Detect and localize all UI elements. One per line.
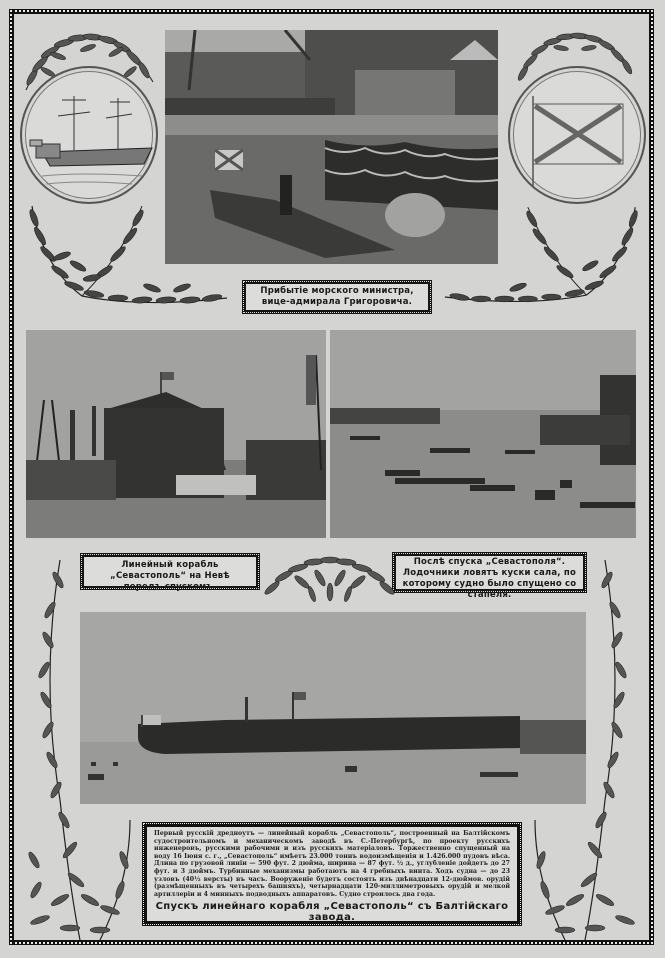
medallion-right [508,66,646,204]
photo-battleship-afloat [80,612,586,804]
caption-boatmen-after-launch: Послѣ спуска „Севастополя“. Лодочники ловятъ куски сала, по которому судно было спущено со стапеля. [392,552,587,593]
battleship-on-neva-photo-icon [26,330,326,538]
medallion-left [20,66,158,204]
battleship-hull-photo-icon [80,612,586,804]
laurel-bottom-right-icon [525,560,645,945]
article-box [142,822,522,926]
photo-minister-arrival [165,30,498,264]
laurel-center-icon [262,548,397,608]
sailing-ship-icon [22,68,156,202]
launch-ceremony-photo-icon [165,30,498,264]
photo-sevastopol-on-neva [26,330,326,538]
caption-minister-arrival: Прибытіе морского министра, вице-адмирала Григоровича. [242,280,432,314]
article-body: Первый русскій дредноутъ — линейный корабль „Севастополь“, построенный на Балтійскомъ судостроительномъ и механическомъ заводѣ въ С.-Петербургѣ, по проекту русскихъ инженеровъ, русскими рабочими и изъ русскихъ матеріаловъ. Торжественно спущенный на воду 16 Іюня с. г., „Севастополь“ имѣетъ 23.000 тоннъ водоизмѣщенія и 1.426.000 пудовъ вѣса. Длина по грузовой линіи — 590 фут. 2 дюйма, ширина — 87 фут. ½ д., углубленіе дойдетъ до 27 фут. и 3 дюймъ. Турбинные механизмы работаютъ на 4 гребныхъ винта. Ходъ судна — до 23 узловъ (40½ версты) въ часъ. Вооруженіе будетъ состоять изъ двѣнадцати 12-дюймов. орудій (размѣщенныхъ въ четырехъ башняхъ), четырнадцати 120-миллиметровыхъ орудій и мелкой артиллеріи и 4 минныхъ подводныхъ аппаратовъ. Судно строилось два года. [154,830,510,898]
st-andrew-flag-icon [510,68,644,202]
article-title: Спускъ линейнаго корабля „Севастополь“ съ Балтійскаго завода. [155,901,509,924]
boats-on-river-photo-icon [330,330,636,538]
laurel-bottom-left-icon [20,560,140,945]
photo-boatmen-after-launch [330,330,636,538]
caption-sevastopol-on-neva: Линейный корабль „Севастополь“ на Невѣ передъ спускомъ. [80,553,260,590]
